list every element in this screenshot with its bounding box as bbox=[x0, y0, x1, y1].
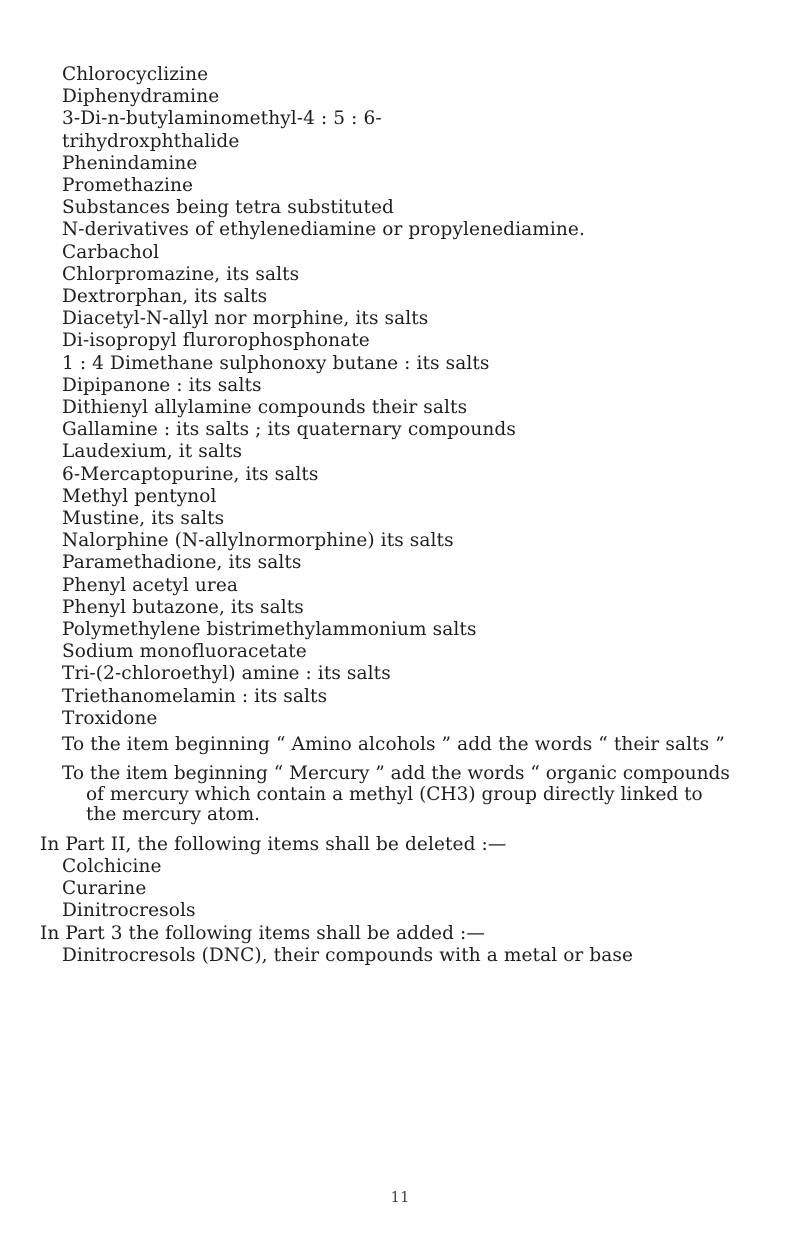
deleted-item: Curarine bbox=[62, 878, 147, 900]
list-item: Promethazine bbox=[62, 175, 194, 197]
list-item: Tri-(2-chloroethyl) amine : its salts bbox=[62, 663, 391, 685]
list-item: trihydroxphthalide bbox=[62, 130, 240, 152]
mercury-note-line: the mercury atom. bbox=[86, 804, 260, 826]
list-item: Polymethylene bistrimethylammonium salts bbox=[62, 619, 477, 641]
deleted-item: Dinitrocresols bbox=[62, 900, 196, 922]
list-item: Nalorphine (N-allylnormorphine) its salts bbox=[62, 530, 454, 552]
list-item: Sodium monofluoracetate bbox=[62, 641, 307, 663]
list-item: Diphenydramine bbox=[62, 86, 220, 108]
list-item: 6-Mercaptopurine, its salts bbox=[62, 463, 319, 485]
poison-list bbox=[40, 64, 782, 967]
mercury-note-line: To the item beginning “ Mercury ” add the words “ organic compounds bbox=[62, 763, 730, 785]
list-item: Laudexium, it salts bbox=[62, 441, 243, 463]
list-item: Phenindamine bbox=[62, 152, 198, 174]
list-item: Substances being tetra substituted bbox=[62, 197, 394, 219]
list-item: Carbachol bbox=[62, 241, 160, 263]
part-2-heading: In Part II, the following items shall be deleted :— bbox=[40, 833, 507, 855]
list-item: N-derivatives of ethylenediamine or propylenediamine. bbox=[62, 219, 585, 241]
list-item: Phenyl acetyl urea bbox=[62, 574, 239, 596]
added-item: Dinitrocresols (DNC), their compounds with a metal or base bbox=[62, 944, 634, 966]
list-item: Paramethadione, its salts bbox=[62, 552, 302, 574]
amino-alcohols-note: To the item beginning “ Amino alcohols ” add the words “ their salts ” bbox=[62, 734, 725, 756]
mercury-note-line: of mercury which contain a methyl (CH3) group directly linked to bbox=[86, 783, 703, 805]
list-item: Dextrorphan, its salts bbox=[62, 286, 268, 308]
list-item: 3-Di-n-butylaminomethyl-4 : 5 : 6- bbox=[62, 108, 382, 130]
page-number: 11 bbox=[390, 1188, 410, 1206]
list-item: Chlorpromazine, its salts bbox=[62, 263, 300, 285]
mercury-note bbox=[62, 764, 782, 826]
list-item: Dithienyl allylamine compounds their salts bbox=[62, 397, 468, 419]
list-item: 1 : 4 Dimethane sulphonoxy butane : its salts bbox=[62, 352, 490, 374]
list-item: Di-isopropyl flurorophosphonate bbox=[62, 330, 370, 352]
list-item: Phenyl butazone, its salts bbox=[62, 596, 304, 618]
list-item: Diacetyl-N-allyl nor morphine, its salts bbox=[62, 308, 429, 330]
list-item: Methyl pentynol bbox=[62, 485, 217, 507]
list-item: Triethanomelamin : its salts bbox=[62, 685, 328, 707]
list-item: Chlorocyclizine bbox=[62, 64, 209, 85]
list-item: Gallamine : its salts ; its quaternary compounds bbox=[62, 419, 516, 441]
list-item: Dipipanone : its salts bbox=[62, 374, 262, 396]
deleted-item: Colchicine bbox=[62, 856, 162, 877]
part-3-heading: In Part 3 the following items shall be added :— bbox=[40, 922, 485, 944]
list-item: Troxidone bbox=[62, 707, 158, 729]
list-item: Mustine, its salts bbox=[62, 508, 225, 530]
